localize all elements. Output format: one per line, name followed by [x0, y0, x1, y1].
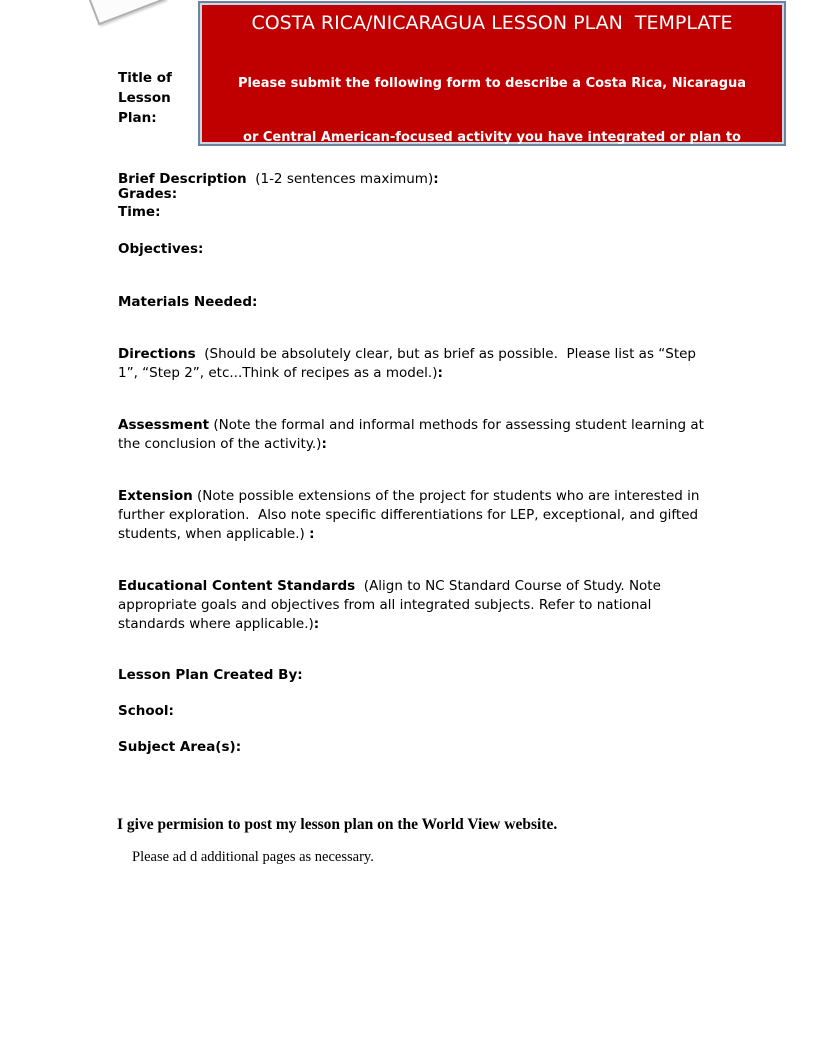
- submission-note: -You may submit more than one form/activity if desired-: [417, 308, 770, 321]
- grades-label: Grades:: [118, 186, 178, 202]
- gracias-text: ¡Gracias!: [701, 291, 768, 306]
- educational-content-standards-note: (Align to NC Standard Course of Study. Note appropriate goals and objectives from all integrated subjects. Refer to national standards where applicable.): [118, 578, 666, 632]
- section-lesson-plan-created-by: Lesson Plan Created By:: [118, 667, 303, 683]
- brief-description-label: Brief Description: [118, 171, 247, 187]
- section-school: School:: [118, 703, 174, 719]
- due-date: October 2, 2015: [631, 238, 750, 253]
- time-label: Time: [118, 204, 156, 220]
- section-assessment: Assessment (Note the formal and informal methods for assessing student learning at the conclusion of the activity.):: [118, 417, 709, 452]
- school-label: School: [118, 703, 169, 719]
- section-subject-areas: Subject Area(s):: [118, 739, 242, 755]
- title-of-lesson-plan-label: Title of Lesson Plan:: [118, 70, 177, 126]
- top-left-labels: [118, 28, 200, 244]
- footer: [117, 815, 816, 867]
- extension-note: (Note possible extensions of the project for students who are interested in further exploration. Also note specific differentiations for LEP, exceptional, and gifted students, when applicable.): [118, 488, 704, 542]
- extension-label: Extension: [118, 488, 193, 504]
- section-time: Time:: [118, 204, 161, 220]
- header-instructions: [214, 39, 770, 291]
- materials-needed-label: Materials Needed: [118, 294, 253, 310]
- section-materials-needed: Materials Needed:: [118, 294, 258, 310]
- add-pages-note: Please ad d additional pages as necessary.: [132, 849, 374, 865]
- assessment-note: (Note the formal and informal methods for assessing student learning at the conclusion of the activity.): [118, 417, 709, 452]
- directions-label: Directions: [118, 346, 196, 362]
- due-date-period: .: [749, 238, 759, 253]
- permission-statement: I give permision to post my lesson plan on the World View website.: [117, 816, 558, 833]
- header-instructions-line-4: [214, 237, 770, 255]
- brief-description-note: (1-2 sentences maximum): [246, 171, 434, 187]
- assessment-label: Assessment: [118, 417, 210, 433]
- section-brief-description: Brief Description (1-2 sentences maximum):: [118, 171, 439, 187]
- section-objectives: Objectives:: [118, 241, 204, 257]
- header-instructions-line-1: Please submit the following form to describe a Costa Rica, Nicaragua: [237, 76, 747, 91]
- section-educational-content-standards: Educational Content Standards (Align to NC Standard Course of Study. Note appropriate goals and objectives from all integrated subjects. Refer to national standards where applicable.):: [118, 578, 666, 632]
- objectives-label: Objectives: [118, 241, 198, 257]
- lesson-plan-created-by-label: Lesson Plan Created By: [118, 667, 298, 683]
- email-deadline-text: Alexandria Faulkenbury at afaulkenbury@unc.edu by: [225, 238, 632, 253]
- header-instructions-line-3: integrate into your curriculum. Please email your completed form to: [236, 184, 748, 199]
- subject-areas-label: Subject Area(s): [118, 739, 236, 755]
- header-instructions-line-2: or Central American-focused activity you have integrated or plan to: [243, 130, 741, 145]
- section-directions: Directions (Should be absolutely clear, but as brief as possible. Please list as “Step 1”, “Step 2”, etc...Think of recipes as a model.):: [118, 346, 701, 381]
- directions-note: (Should be absolutely clear, but as brief as possible. Please list as “Step 1”, “Step 2”, etc...Think of recipes as a model.): [118, 346, 701, 381]
- section-extension: Extension (Note possible extensions of the project for students who are interested in further exploration. Also note specific differentiations for LEP, exceptional, and gifted students, when applicable.) :: [118, 488, 704, 542]
- educational-content-standards-label: Educational Content Standards: [118, 578, 356, 594]
- template-title: COSTA RICA/NICARAGUA LESSON PLAN TEMPLATE: [251, 12, 733, 34]
